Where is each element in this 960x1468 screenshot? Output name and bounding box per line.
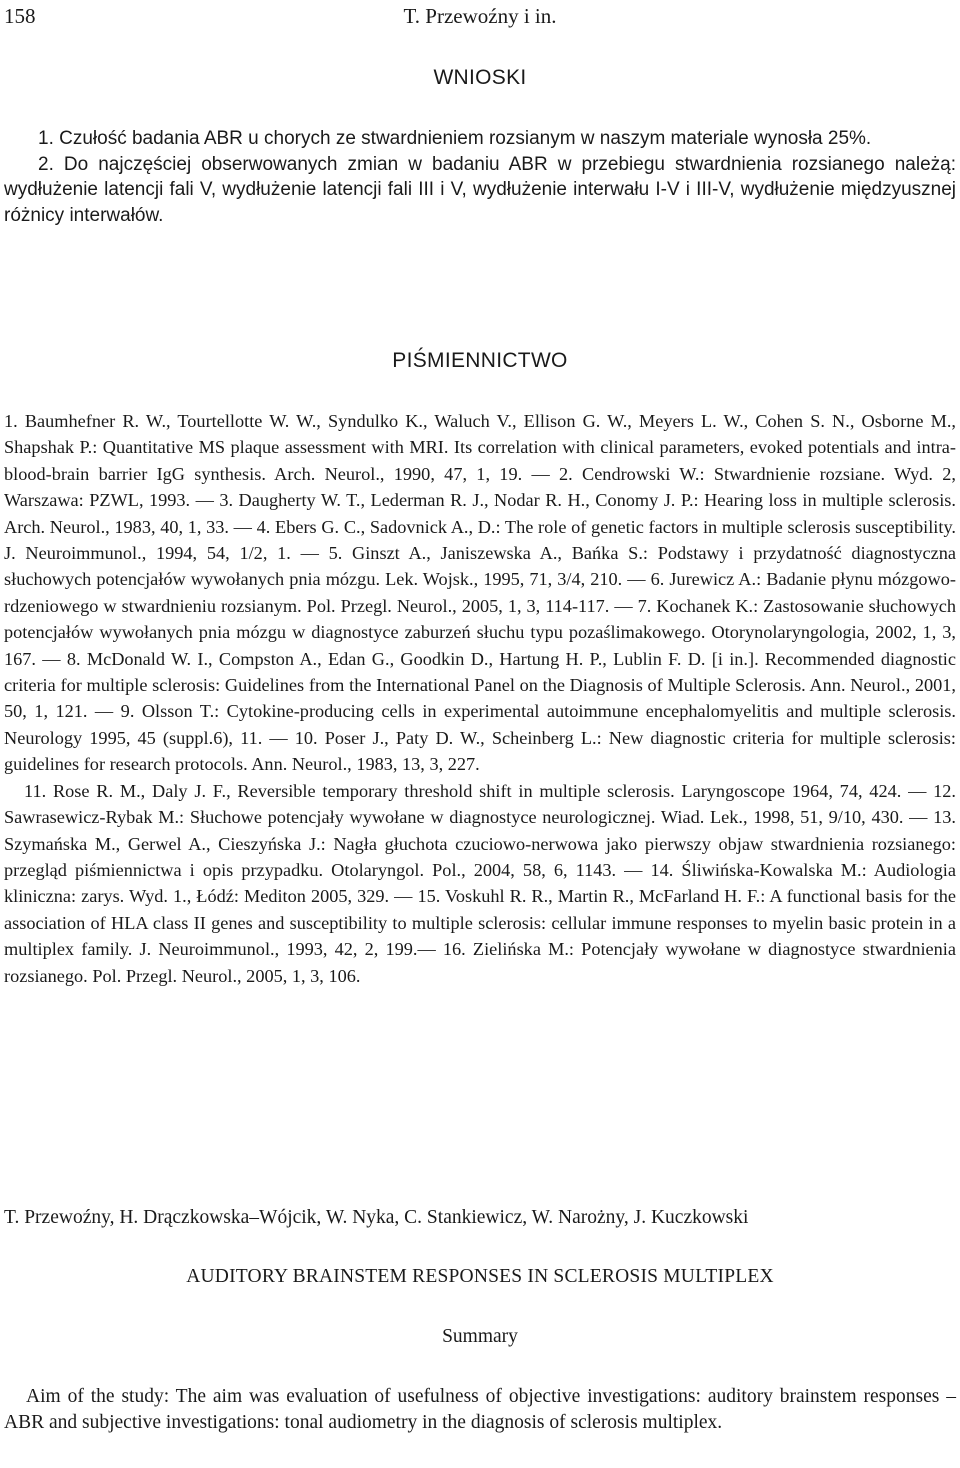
conclusion-item-1-text: 1. Czułość badania ABR u chorych ze stwardnieniem rozsianym w naszym materiale wynosła 25%. xyxy=(38,128,872,149)
page-number: 158 xyxy=(4,4,36,28)
reference-paragraph-2 xyxy=(4,778,956,989)
references-list xyxy=(4,408,956,989)
references-1-to-10: 1. Baumhefner R. W., Tourtellotte W. W., Syndulko K., Waluch V., Ellison G. W., Meyers L. W., Cohen S. N., Osborne M., Shapshak P.: Quantitative MS plaque assessment with MRI. Its correlation with clinical parameters, evoked potentials and intra-blood-brain barrier IgG synthesis. Arch. Neurol., 1990, 47, 1, 19. — 2. Cendrowski W.: Stwardnienie rozsiane. Wyd. 2, Warszawa: PZWL, 1993. — 3. Daugherty W. T., Lederman R. J., Nodar R. H., Conomy J. P.: Hearing loss in multiple sclerosis. Arch. Neurol., 1983, 40, 1, 33. — 4. Ebers G. C., Sadovnick A., D.: The role of genetic factors in multiple sclerosis susceptibility. J. Neuroimmunol., 1994, 54, 1/2, 1. — 5. Ginszt A., Janiszewska A., Bańka S.: Podstawy i przydatność diagnostyczna słuchowych potencjałów wywołanych pnia mózgu. Lek. Wojsk., 1995, 71, 3/4, 210. — 6. Jurewicz A.: Badanie płynu mózgowo-rdzeniowego w stwardnieniu rozsianym. Pol. Przegl. Neurol., 2005, 1, 3, 114-117. — 7. Kochanek K.: Zastosowanie słuchowych potencjałów wywołanych pnia mózgu w diagnostyce zaburzeń słuchu typu pozaślimakowego. Otorynolaryngologia, 2002, 1, 3, 167. — 8. McDonald W. I., Compston A., Edan G., Goodkin D., Hartung H. P., Lublin F. D. [i in.]. Recommended diagnostic criteria for multiple sclerosis: Guidelines from the International Panel on the Diagnosis of Multiple Sclerosis. Ann. Neurol., 2001, 50, 1, 121. — 9. Olsson T.: Cytokine-producing cells in experimental autoimmune encephalomyelitis and multiple sclerosis. Neurology 1995, 45 (suppl.6), 11. — 10. Poser J., Paty D. W., Scheinberg L.: New diagnostic criteria for multiple sclerosis: guidelines for research protocols. Ann. Neurol., 1983, 13, 3, 227. xyxy=(4,411,956,775)
conclusion-item-1 xyxy=(4,126,956,152)
reference-paragraph-1 xyxy=(4,408,956,778)
english-authors: T. Przewoźny, H. Drączkowska–Wójcik, W. Nyka, C. Stankiewicz, W. Narożny, J. Kuczkowski xyxy=(4,1207,749,1228)
english-title: AUDITORY BRAINSTEM RESPONSES IN SCLEROSIS MULTIPLEX xyxy=(186,1266,774,1287)
references-heading: PIŚMIENNICTWO xyxy=(392,349,568,372)
summary-heading: Summary xyxy=(442,1326,518,1347)
conclusion-item-2 xyxy=(4,152,956,229)
conclusions-list xyxy=(4,126,956,228)
summary-text: Aim of the study: The aim was evaluation of usefulness of objective investigations: auditory brainstem responses – ABR and subjective investigations: tonal audiometry in the diagnosis of sclerosis multiplex. xyxy=(4,1386,956,1433)
references-11-to-16: 11. Rose R. M., Daly J. F., Reversible temporary threshold shift in multiple sclerosis. Laryngoscope 1964, 74, 424. — 12. Sawrasewicz-Rybak M.: Słuchowe potencjały wywołane w diagnostyce neurologicznej. Wiad. Lek., 1998, 51, 9/10, 430. — 13. Szymańska M., Gerwel A., Cieszyńska J.: Nagła głuchota czuciowo-nerwowa jako pierwszy objaw stwardnienia rozsianego: przegląd piśmiennictwa i opis przypadku. Otolaryngol. Pol., 2004, 58, 6, 1143. — 14. Śliwińska-Kowalska M.: Audiologia kliniczna: zarys. Wyd. 1., Łódź: Mediton 2005, 329. — 15. Voskuhl R. R., Martin R., McFarland H. F.: A functional basis for the association of HLA class II genes and susceptibility to multiple sclerosis: cellular immune responses to myelin basic protein in a multiplex family. J. Neuroimmunol., 1993, 42, 2, 199.— 16. Zielińska M.: Potencjały wywołane w diagnostyce stwardnienia rozsianego. Pol. Przegl. Neurol., 2005, 1, 3, 106. xyxy=(4,780,956,986)
reference-list xyxy=(4,408,956,989)
conclusions-heading: WNIOSKI xyxy=(433,66,527,89)
page-header xyxy=(4,2,956,30)
running-head: T. Przewoźny i in. xyxy=(403,4,557,28)
conclusion-item-2-text-end: wydłużenie międzyusznej różnicy interwałów. xyxy=(4,179,957,226)
conclusion-item-2-text: 2. Do najczęściej obserwowanych zmian w badaniu ABR w przebiegu stwardnienia rozsianego należą: wydłużenie latencji fali V, wydłużenie latencji fali III i V, wydłużenie interwału I-V i III-V, xyxy=(4,153,956,200)
